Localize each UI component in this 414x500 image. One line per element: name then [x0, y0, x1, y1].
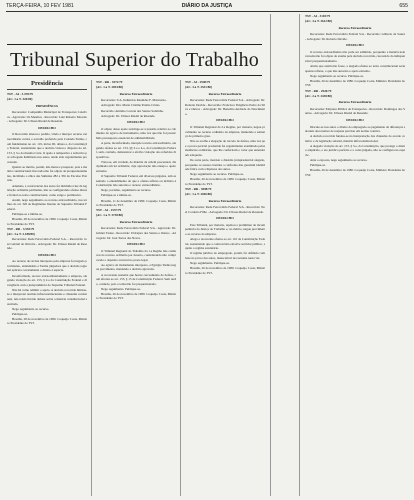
subheading: Recurso Extraordinário [119, 219, 153, 224]
column-rule [180, 80, 181, 496]
paragraph: Brasília, 26 de novembro de 1980. Coqueijo Costa, Ministro Presidente do TST. [96, 291, 176, 301]
paragraph: Recorrente: Rede Ferroviária Federal S.A. - Recorrido: José Gabriel de Oliveira - Advogado: Dr. Ulisses Riedel de Resende. [7, 237, 87, 251]
masthead-title: Tribunal Superior do Trabalho [10, 49, 259, 71]
paragraph: Recorrente: Rede Ferroviária Federal S/A - Agravado: Dr. Gilmar Tadeu - Recorrido: Ubirajara dos Santos e Outros - Advogado: Dr. José Torres das Neves. [96, 226, 176, 240]
header-date: TERÇA-FEIRA, 10 FEV 1981 [6, 3, 74, 9]
paragraph: O Tribunal Regional do Trabalho da 1.a Região não conheceu do recurso ordinário por deserto, considerando não comprovado o depósito recursal no prazo legal. [96, 248, 176, 262]
subheading: DESPACHO [216, 216, 234, 221]
case-number: (AC. 1.a T. 2046/80) [185, 192, 212, 197]
subheading: Recurso Extraordinário [338, 100, 372, 105]
paragraph: Brasília, 11 de dezembro de 1980. Coqueijo Costa, Ministro Presidente do TST. [96, 198, 176, 208]
subheading: DESPACHO [38, 252, 56, 257]
paragraph: O Supremo Tribunal Federal, em diversos julgados, tem assentado o entendimento de que a ofensa reflexa ou indireta à Constituição não autoriza o recurso extraordinário. [96, 174, 176, 188]
paragraph: A recorrente sustenta que houve cerceamento de defesa, com afronta ao art. 153, § 15 da Constituição Federal. Sem razão, contudo, pois o tema não foi prequestionado. [96, 272, 176, 286]
subheading: PRESIDÊNCIA [36, 103, 58, 108]
paragraph: Publique-se e intime-se. [12, 212, 43, 217]
paragraph: Advogado: Dra. Maria Cristina Paixão Côrtes. [101, 103, 161, 108]
paragraph: O Tribunal Regional da 2.a Região, por maioria, negou provimento ao recurso ordinário da empresa, mantendo a sentença de primeiro grau. [185, 124, 265, 139]
paragraph: Quanto ao mérito, porém, não merece prosperar, pois a matéria constitucional invocada não foi objeto de prequestionamento, incidindo o óbice das Súmulas 282 e 356 do Excelso Pretório. [7, 164, 87, 183]
paragraph: Ao agravo de instrumento interposto, a Egrégia Turma negou provimento, mantendo a decisão agravada. [96, 262, 176, 272]
case-number: TST - AI - 3103/79 [305, 14, 331, 18]
paragraph: Nego, portanto, seguimento ao recurso. [101, 188, 152, 193]
subheading: DESPACHO [216, 118, 234, 123]
paragraph: Ante o exposto, nego seguimento ao recurso. [310, 158, 368, 163]
column-rule [299, 14, 300, 496]
case-number: TST - RR - 2926/79 [305, 88, 332, 93]
subheading: Recurso Extraordinário [208, 198, 242, 203]
paragraph: A decisão recorrida fundou-se na interpretação das cláusulas do acordo coletivo e da legislação salarial, matéria infraconstitucional. [305, 134, 405, 143]
paragraph: Ao recurso de revista interposto pela empresa foi negado provimento, entendendo a Turma julgadora que a decisão regional aplicara corretamente o direito à espécie. [7, 259, 87, 273]
text-column-2 [96, 80, 176, 302]
case-number: TST - RR - 3098/79 [185, 187, 212, 192]
paragraph: Este Tribunal, por maioria, rejeitou a preliminar de incompetência da Justiça do Trabalho e, no mérito, negou provimento ao recurso da empresa. [185, 222, 265, 237]
paragraph: Inconformada, recorre extraordinariamente a empresa, alegando violação do art. 153, § 2.o da Constituição Federal e divergência com a jurisprudência do Supremo Tribunal Federal. [7, 273, 87, 287]
paragraph: Nego seguimento. Publique-se. [190, 261, 230, 266]
subheading: Recurso Extraordinário [119, 91, 153, 96]
header-page-number: 655 [399, 3, 408, 9]
paragraph: Nego seguimento ao recurso. [12, 306, 50, 311]
subheading: DESPACHO [127, 120, 145, 125]
text-column-4 [305, 14, 405, 178]
paragraph: Brasília, 28 de novembro de 1980. Coqueijo Costa, Ministro Presidente do TST. [7, 316, 87, 326]
section-heading: Presidência [7, 80, 87, 90]
paragraph: O recurso extraordinário não pode ser admitido, porquanto a matéria nele versada não foi objeto de exame pela decisão recorrida, carecendo do indispensável prequestionamento. [305, 49, 406, 63]
paragraph: Publique-se. [310, 163, 326, 168]
case-number: TST - RR - 3.555/79 [7, 226, 35, 231]
paragraph: Nego seguimento ao recurso. Publique-se. [190, 172, 244, 177]
paragraph: Brasília, 26 de novembro de 1980. Coqueijo Costa, Ministro Presidente do TST. [185, 266, 265, 275]
paragraph: Recorrente: Rede Ferroviária Federal S/A - Recorrido: Noel Cordeiro Filho - Advogado: Dr. Ulisses Riedel de Resende. [185, 205, 265, 214]
header-journal-name: DIÁRIO DA JUSTIÇA [181, 3, 233, 9]
paragraph: Discute-se nos autos o direito do empregado ao pagamento de diferenças salariais decorrentes de reajuste previsto em norma coletiva. [305, 124, 405, 134]
case-number: TST - RR - 3572/79 [96, 80, 123, 84]
column-rule [91, 80, 92, 496]
subheading: Recurso Extraordinário [208, 91, 242, 96]
paragraph: Recorrente: Companhia Municipal de Transportes Coletivos - Agravado: Os Mesmos - Recorrido: Luiz Roberto Macedo - Advogado: Dr. Ulisses Riedel de Resende. [7, 110, 87, 124]
subheading: DESPACHO [346, 117, 364, 122]
paragraph: Recorrente: Rede Ferroviária Federal S/A - Recorrido: Gilberto de Souza - Advogado: Dr. Roberto Devide. [305, 32, 405, 41]
paragraph: Ainda que assim não fosse, a alegada ofensa ao texto constitucional seria apenas reflexa, o que não autoriza o apelo extremo. [305, 64, 405, 73]
case-number: TST - AI - 2948/79 [185, 80, 211, 84]
paragraph: Advogado: Dr. Ulisses Riedel de Resende. [101, 113, 156, 118]
case-number: (AC. 2.a T. 2438/80) [305, 93, 332, 98]
masthead [7, 44, 262, 76]
paragraph: Nego seguimento ao recurso. Publique-se. [310, 73, 364, 78]
paragraph: De outra parte, inexiste o dissídio jurisprudencial alegado, porquanto os arestos trazidos a confronto não guardam identidade fática com a hipótese dos autos. [185, 157, 265, 172]
paragraph: Alega a recorrente ofensa ao art. 110 da Constituição Federal, sustentando que a controvérsia envolve servidor público, sujeito a regime estatutário. [185, 237, 265, 251]
paragraph: A parte, inconformada, interpõe recurso extraordinário, alegando ofensa ao art. 153, §§ 3.o e 4.o, da Constituição Federal, sem, contudo, demonstrar a efetiva violação dos referidos dispositivos. [96, 140, 176, 159]
paragraph: Publique-se. [12, 311, 28, 316]
case-number: (AC. 3.a T. 2612/80) [305, 19, 332, 24]
paragraph: Brasília, 26 de dezembro de 1980. Coqueijo Costa, Ministro Presidente do TST. [305, 78, 405, 88]
subheading: DESPACHO [127, 242, 145, 247]
paragraph: Ademais, a controvérsia dos autos foi dirimida à luz da legislação ordinária pertinente, não se configurando ofensa direta e frontal ao texto constitucional, como exige o permissivo. [7, 183, 87, 197]
case-number: (AC. 1.a T. 320/80) [7, 97, 33, 102]
paragraph: O regime jurídico do empregado, porém, foi definido com base na prova dos autos, insuscetível de reexame nesta via. [185, 251, 265, 260]
subheading: DESPACHO [38, 125, 56, 130]
column-rule [270, 14, 271, 496]
paragraph: Recorrente: Empresa Pública de Transportes - Recorrido: Domingos dos Santos - Advogado: Dr. Ulisses Riedel de Resende. [305, 106, 405, 116]
text-column-1 [7, 92, 87, 327]
paragraph: A alegada violação do art. 153, § 3.o, da Constituição, que protege o direito adquirido, o ato jurídico perfeito e a coisa julgada, não se configura na espécie. [305, 143, 405, 157]
subheading: DESPACHO [346, 43, 364, 48]
paragraph: Publique-se e intime-se. [101, 193, 132, 198]
paragraph: O objeto desse apelo restringe-se à questão relativa ao cabimento do agravo de instrumento, uma vez que não foi preenchido pressuposto essencial de admissibilidade. [96, 126, 176, 140]
paragraph: Brasília, 26 de dezembro de 1980. Coqueijo Costa, Ministro Presidente do TST. [305, 168, 405, 177]
paragraph: Não há como admitir o apelo. A decisão recorrida limitou-se a interpretar normas infraconstitucionais e cláusulas contratuais, não tendo havido debate sobre a matéria constitucional suscitada. [7, 287, 87, 306]
text-column-3 [185, 80, 265, 276]
paragraph: Recorrido: Antônio Correia dos Santos Sobrinho. [101, 108, 164, 113]
case-number: (AC. 1.a T. 2054/80) [96, 85, 123, 90]
paragraph: Nego seguimento. Publique-se. [101, 286, 141, 291]
subheading: Recurso Extraordinário [338, 25, 372, 30]
case-number: (AC. 1.a T. 2738/80) [96, 213, 123, 218]
case-number: (AC. 3.a T. 2.188/80) [7, 232, 35, 237]
paragraph: Não se acolhe a alegação de cerceio de defesa, uma vez que a prova pericial produzida foi regularmente examinada pelas instâncias ordinárias, que lhe conferiram o valor que entenderam adequado. [185, 139, 265, 157]
case-number: TST - AI - 1537/79 [96, 208, 122, 213]
page-header [6, 2, 408, 12]
paragraph: Brasília, 28 de novembro de 1980. Coqueijo Costa, Ministro Presidente do TST. [7, 217, 87, 226]
case-number: TST - AI - 3.478/79 [7, 92, 33, 96]
case-number: (AC. 3.a T. 2531/80) [185, 85, 212, 90]
paragraph: Brasília, 26 de novembro de 1980. Coqueijo Costa, Ministro Presidente do TST. [185, 177, 265, 186]
paragraph: Recorrente: Rede Ferroviária Federal S/A - Advogado: Dr. Roberto Devide - Recorrido: Francisco Fulgêncio Pedro da Silva e Outros - Advogado: Dr. Benedito Andrade do Nascimento. [185, 98, 265, 116]
paragraph: Trata-se, em verdade, de matéria de ordem processual, disciplinada em lei ordinária, cuja apreciação não enseja o apelo extremo. [96, 159, 176, 173]
paragraph: Assim, nego seguimento ao recurso extraordinário, nos termos do art. 326 do Regimento Interno do Supremo Tribunal Federal. [7, 197, 87, 211]
paragraph: O Recorrido alterou o pedido, vindo a interpor recurso extraordinário contra o acórdão proferido pela Colenda Turma, com fundamento no art. 119, inciso III, alínea a, da Constituição Federal, sustentando que a decisão violou o disposto no art. 153, § 3.o da mesma Carta. O apelo é tempestivo e subscrito por advogado habilitado nos autos, tendo sido regularmente processado. [7, 132, 87, 164]
paragraph: Recorrente: S/A. Indústrias Reunidas F. Matarazzo. [101, 98, 167, 103]
